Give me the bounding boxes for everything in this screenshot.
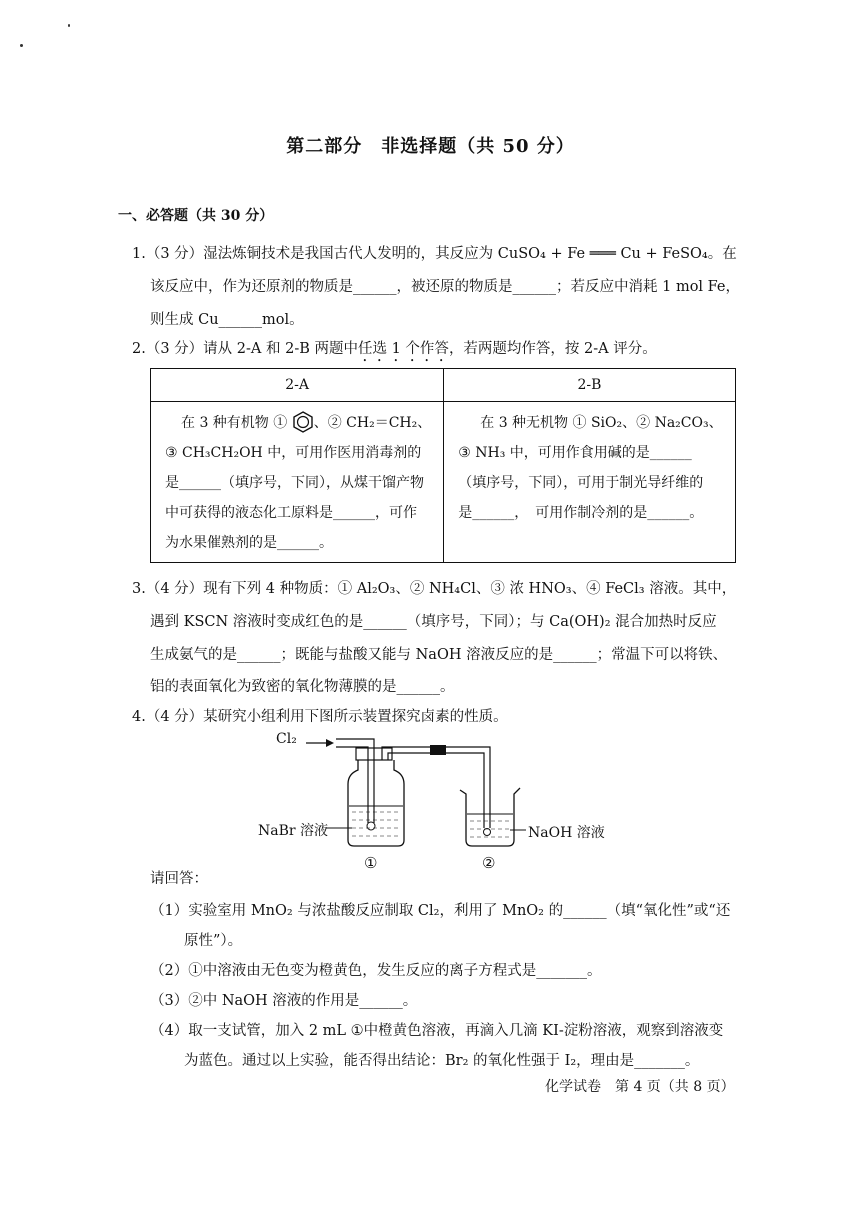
q4-sub-4-line-2: 为蓝色。通过以上实验，能否得出结论：Br₂ 的氧化性强于 I₂，理由是_______。	[184, 1053, 700, 1069]
inlet-tube	[336, 739, 374, 823]
2a-line-5: 为水果催熟剂的是______。	[165, 535, 333, 551]
page-footer: 化学试卷 第 4 页（共 8 页）	[545, 1079, 735, 1095]
q4-sub-4-line-1: （4）取一支试管，加入 2 mL ①中橙黄色溶液，再滴入几滴 KI-淀粉溶液，观察到溶液变	[150, 1023, 724, 1039]
q3-line-4: 铝的表面氧化为致密的氧化物薄膜的是______。	[150, 679, 455, 695]
q4-stem: 4.（4 分）某研究小组利用下图所示装置探究卤素的性质。	[132, 709, 508, 725]
delivery-tube	[446, 747, 490, 828]
q3-line-2: 遇到 KSCN 溶液时变成红色的是______（填序号，下同）；与 Ca(OH)₂ 混合加热时反应	[150, 614, 717, 630]
2a-line-3: 是______（填序号，下同），从煤干馏产物	[165, 475, 424, 491]
q3-line-3: 生成氨气的是______；既能与盐酸又能与 NaOH 溶液反应的是______；常温下可以将铁、	[150, 647, 728, 663]
label-naoh-solution: NaOH 溶液	[528, 825, 605, 841]
arrow-head-icon	[326, 739, 334, 747]
rubber-connector	[430, 745, 446, 755]
outlet-tube	[382, 747, 430, 760]
q4-sub-2: （2）①中溶液由无色变为橙黄色，发生反应的离子方程式是_______。	[150, 963, 602, 979]
q4-sub-1-line-2: 原性”）。	[184, 933, 243, 949]
apparatus-diagram	[272, 728, 612, 878]
2a-line-4: 中可获得的液态化工原料是______，可作	[165, 505, 417, 521]
cell-2b	[444, 402, 735, 563]
q4-sub-1-line-1: （1）实验室用 MnO₂ 与浓盐酸反应制取 Cl₂，利用了 MnO₂ 的______（填“氧化性”或“还	[150, 903, 731, 919]
q1-line-2: 该反应中，作为还原剂的物质是______，被还原的物质是______；若反应中消耗 1 mol Fe，	[150, 279, 741, 295]
label-cl2: Cl₂	[276, 731, 297, 747]
q2-stem-a: 2.（3 分）请从 2-A 和 2-B 两题中	[132, 341, 358, 357]
q2-option-table	[150, 368, 736, 563]
label-apparatus-1: ①	[364, 854, 378, 872]
q3-line-1: 3.（4 分）现有下列 4 种物质：① Al₂O₃、② NH₄Cl、③ 浓 HNO₃、④ FeCl₃ 溶液。其中，	[132, 581, 737, 597]
2b-line-2: ③ NH₃ 中，可用作食用碱的是______	[458, 445, 692, 461]
2b-line-1: 在 3 种无机物 ① SiO₂、② Na₂CO₃、	[480, 415, 723, 431]
wash-bottle	[348, 760, 404, 846]
q2-stem-c: ，若两题均作答，按 2-A 评分。	[448, 341, 657, 357]
q1-line-3: 则生成 Cu______mol。	[150, 312, 304, 328]
q4-sub-3: （3）②中 NaOH 溶液的作用是______。	[150, 993, 418, 1009]
label-nabr-solution: NaBr 溶液	[258, 823, 329, 839]
label-apparatus-2: ②	[482, 854, 496, 872]
q2-stem-emphasis: 任选 1 个作答	[357, 341, 449, 357]
cell-2a	[151, 402, 444, 563]
q1-line-1: 1.（3 分）湿法炼铜技术是我国古代人发明的，其反应为 CuSO₄ + Fe ═══ Cu + FeSO₄。在	[132, 246, 737, 262]
2a-line-1: 在 3 种有机物 ① 、② CH₂＝CH₂、	[181, 408, 431, 438]
2a-line-2: ③ CH₃CH₂OH 中，可用作医用消毒剂的	[165, 445, 422, 461]
part-title: 第二部分 非选择题（共 50 分）	[286, 136, 575, 157]
scan-speck	[20, 44, 23, 47]
q2-stem	[132, 338, 732, 365]
col-header-2b: 2-B	[444, 369, 735, 402]
scan-speck	[68, 24, 70, 27]
section-title: 一、必答题（共 30 分）	[118, 208, 274, 224]
2b-line-3: （填序号，下同），可用于制光导纤维的	[458, 475, 704, 491]
benzene-ring-icon	[292, 411, 314, 433]
q4-ask: 请回答：	[150, 871, 208, 887]
2b-line-4: 是______， 可用作制冷剂的是______。	[458, 505, 704, 521]
col-header-2a: 2-A	[151, 369, 444, 402]
